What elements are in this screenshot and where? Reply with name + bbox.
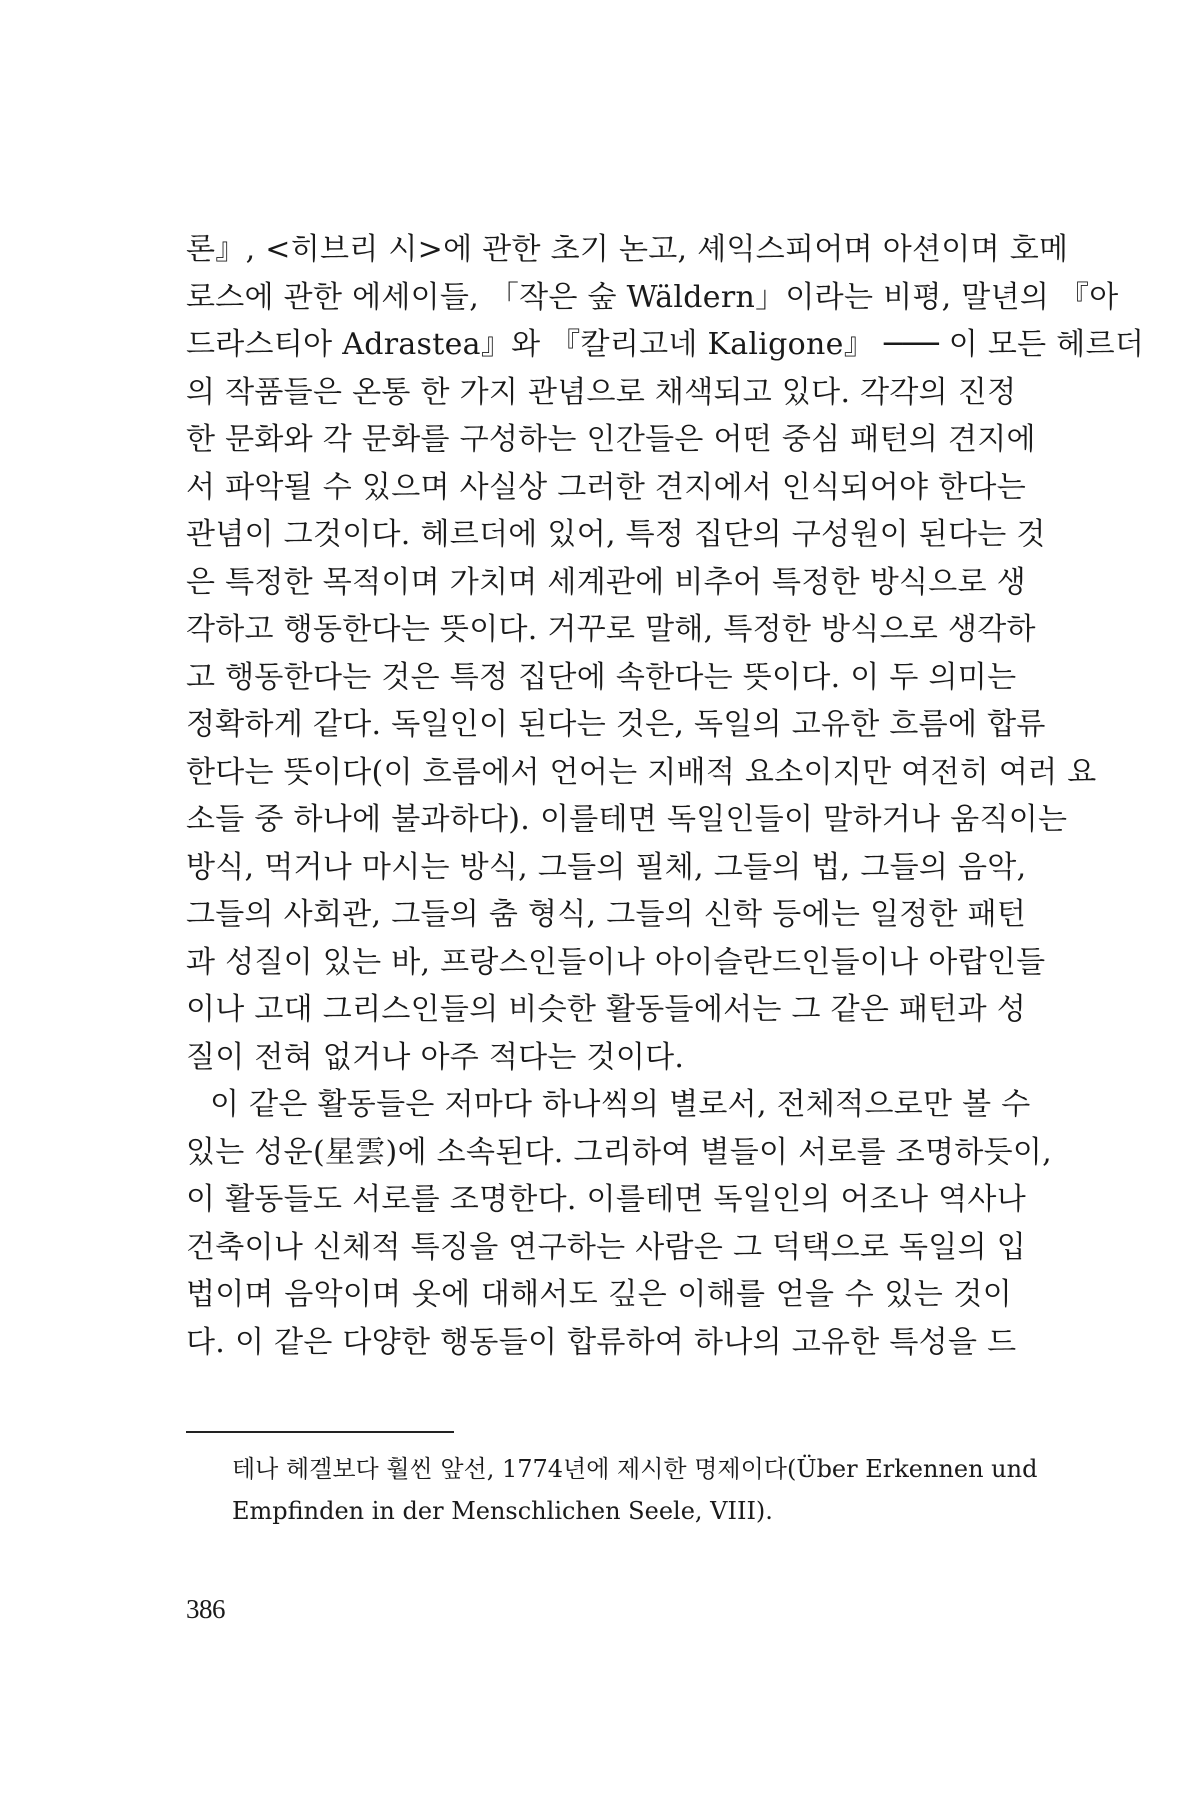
text-line: 의 작품들은 온통 한 가지 관념으로 채색되고 있다. 각각의 진정 bbox=[186, 374, 1017, 410]
text-line: 서 파악될 수 있으며 사실상 그러한 견지에서 인식되어야 한다는 bbox=[186, 469, 1026, 505]
text-line: 고 행동한다는 것은 특정 집단에 속한다는 뜻이다. 이 두 의미는 bbox=[186, 659, 1017, 695]
page-number: 386 bbox=[186, 1594, 225, 1624]
text-line: 한다는 뜻이다(이 흐름에서 언어는 지배적 요소이지만 여전히 여러 요 bbox=[186, 754, 1097, 790]
text-line: 이 활동들도 서로를 조명한다. 이를테면 독일인의 어조나 역사나 bbox=[186, 1182, 1026, 1217]
text-line: 로스에 관한 에세이들, 「작은 숲 Wäldern」이라는 비평, 말년의 『아 bbox=[186, 279, 1119, 315]
footnote-line: Empfinden in der Menschlichen Seele, VIII). bbox=[232, 1497, 773, 1525]
text-line: 방식, 먹거나 마시는 방식, 그들의 필체, 그들의 법, 그들의 음악, bbox=[186, 849, 1027, 885]
text-line: 질이 전혀 없거나 아주 적다는 것이다. bbox=[186, 1039, 685, 1075]
text-line: 소들 중 하나에 불과하다). 이를테면 독일인들이 말하거나 움직이는 bbox=[186, 802, 1068, 837]
text-line: 있는 성운(星雲)에 소속된다. 그리하여 별들이 서로를 조명하듯이, bbox=[186, 1134, 1053, 1170]
text-line: 각하고 행동한다는 뜻이다. 거꾸로 말해, 특정한 방식으로 생각하 bbox=[186, 612, 1036, 647]
text-line: 정확하게 같다. 독일인이 된다는 것은, 독일의 고유한 흐름에 합류 bbox=[186, 707, 1046, 742]
text-line: 한 문화와 각 문화를 구성하는 인간들은 어떤 중심 패턴의 견지에 bbox=[186, 422, 1036, 457]
body-text bbox=[186, 226, 1145, 1366]
text-line: 다. 이 같은 다양한 행동들이 합류하여 하나의 고유한 특성을 드 bbox=[186, 1324, 1017, 1360]
paragraph-start-line: 이 같은 활동들은 저마다 하나씩의 별로서, 전체적으로만 볼 수 bbox=[210, 1087, 1031, 1122]
text-line: 건축이나 신체적 특징을 연구하는 사람은 그 덕택으로 독일의 입 bbox=[186, 1229, 1026, 1265]
text-line: 이나 고대 그리스인들의 비슷한 활동들에서는 그 같은 패턴과 성 bbox=[186, 992, 1026, 1027]
text-line: 법이며 음악이며 옷에 대해서도 깊은 이해를 얻을 수 있는 것이 bbox=[186, 1277, 1012, 1312]
text-line: 관념이 그것이다. 헤르더에 있어, 특정 집단의 구성원이 된다는 것 bbox=[186, 517, 1046, 552]
footnote-line: 테나 헤겔보다 훨씬 앞선, 1774년에 제시한 명제이다(Über Erkennen und bbox=[232, 1455, 1038, 1483]
text-line: 그들의 사회관, 그들의 춤 형식, 그들의 신학 등에는 일정한 패턴 bbox=[186, 897, 1027, 932]
footnote-divider bbox=[186, 1431, 454, 1433]
text-line: 과 성질이 있는 바, 프랑스인들이나 아이슬란드인들이나 아랍인들 bbox=[186, 944, 1046, 980]
text-line: 론』, <히브리 시>에 관한 초기 논고, 셰익스피어며 아션이며 호메 bbox=[186, 232, 1069, 267]
footnote bbox=[232, 1448, 1038, 1532]
text-line: 드라스티아 Adrastea』와 『칼리고네 Kaligone』 ─── 이 모든 헤르더 bbox=[186, 327, 1145, 362]
text-line: 은 특정한 목적이며 가치며 세계관에 비추어 특정한 방식으로 생 bbox=[186, 564, 1026, 600]
